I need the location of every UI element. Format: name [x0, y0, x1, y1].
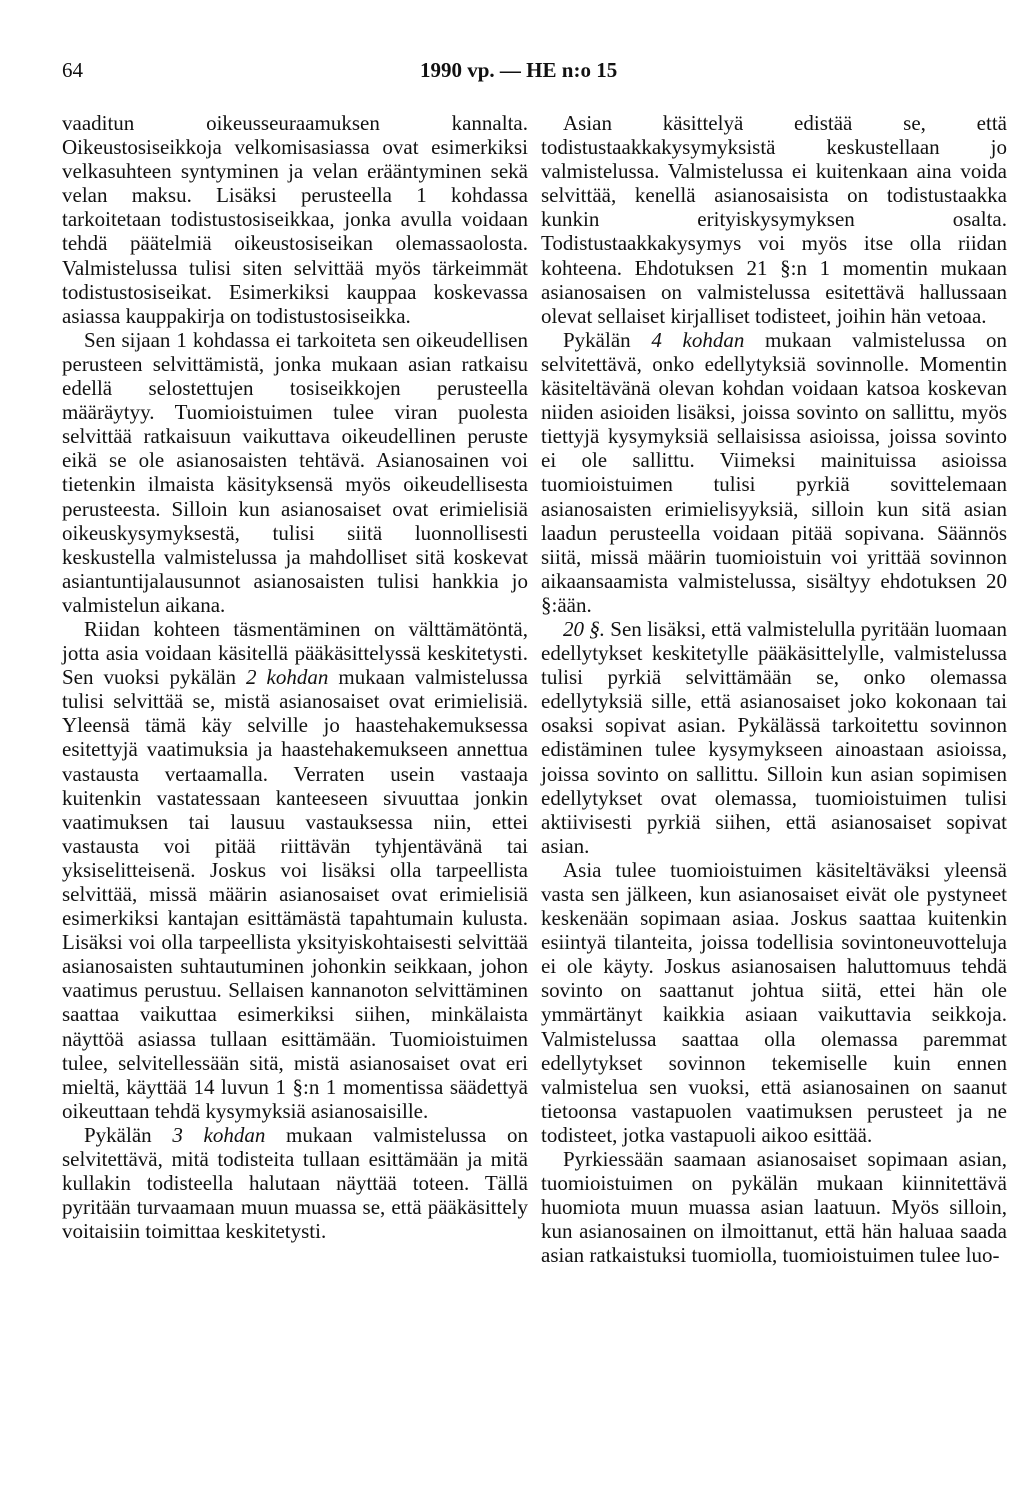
paragraph-text: Riidan kohteen täsmentäminen on välttämätöntä, jotta asia voidaan käsitellä pääkäsittelyssä keskitetysti. Sen vuoksi pykälän [62, 616, 528, 690]
paragraph [62, 1123, 528, 1243]
left-column [62, 111, 528, 1243]
paragraph: Asian käsittelyä edistää se, että todistustaakkakysymyksistä keskustellaan jo valmistelussa. Valmistelussa ei kuitenkaan aina voida selvittää, kenellä asianosaisista on todistustaakka kunkin erityiskysymyksen osalta. Todistustaakkakysymys voi myös itse olla riidan kohteena. Ehdotuksen 21 §:n 1 momentin mukaan asianosaisen on valmistelussa esitettävä hallussaan olevat sellaiset kirjalliset todisteet, joihin hän vetoaa. [541, 111, 1007, 328]
italic-reference: 4 kohdan [651, 327, 745, 352]
paragraph-text: mukaan valmistelussa tulisi selvittää se, mistä asianosaiset ovat erimielisiä. Yleensä tämä käy selville jo haastehakemuksessa esitettyjä vaatimuksia ja haastehakemukseen annettua vastausta vertaamalla. Verraten usein vastaaja kuitenkin vastatessaan kanteeseen sivuuttaa jonkin vaatimuksen tai lausuu vastauksessa niin, ettei vastausta voi pitää riittävän tyhjentävänä tai yksiselitteisenä. Joskus voi lisäksi olla tarpeellista selvittää, missä määrin asianosaiset ovat erimielisiä esimerkiksi kantajan esittämästä tapahtumain kulusta. Lisäksi voi olla tarpeellista yksityiskohtaisesti selvittää asianosaisten suhtautuminen johonkin seikkaan, johon vaatimus perustuu. Sellaisen kannanoton selvittäminen saattaa vaikuttaa esimerkiksi siihen, minkälaista näyttöä asiassa tullaan esittämään. Tuomioistuimen tulee, selvitellessään sitä, mistä asianosaiset ovat eri mieltä, käyttää 14 luvun 1 §:n 1 momentissa säädettyä oikeuttaan tehdä kysymyksiä asianosaisille. [62, 665, 529, 1123]
right-column [541, 111, 1007, 1268]
paragraph-text: mukaan valmistelussa on selvitettävä, mitä todisteita tullaan esittämään ja mitä kullakin todisteella halutaan näyttää toteen. Tällä pyritään turvaamaan muun muassa se, että pääkäsittely voitaisiin toimittaa keskitetysti. [62, 1122, 528, 1244]
paragraph-text: mukaan valmistelussa on selvitettävä, onko edellytyksiä sovinnolle. Momentin käsiteltävänä olevan kohdan voidaan katsoa koskevan niiden asioiden lisäksi, joissa sovinto on sallittu, myös tiettyjä kysymyksiä sellaisissa asioissa, joissa sovinto ei ole sallittu. Viimeksi mainituissa asioissa tuomioistuimen tulisi pyrkiä sovittelemaan asianosaisten erimielisyyksiä, silloin kun sitä asian laadun perusteella voidaan pitää sopivana. Säännös siitä, missä määrin tuomioistuin voi yrittää sovinnon aikaansaamista valmistelussa, sisältyy ehdotuksen 20 §:ään. [541, 327, 1007, 617]
paragraph: Sen sijaan 1 kohdassa ei tarkoiteta sen oikeudellisen perusteen selvittämistä, jonka mukaan asian ratkaisu edellä selostettujen tosiseikkojen perusteella määräytyy. Tuomioistuimen tulee viran puolesta selvittää ratkaisuun vaikuttava oikeudellinen peruste eikä se ole asianosaisten tehtävä. Asianosainen voi tietenkin ilmaista käsityksensä myös oikeudellisesta perusteesta. Silloin kun asianosaiset ovat erimielisiä oikeuskysymyksestä, tulisi siitä luonnollisesti keskustella valmistelussa ja mahdolliset sitä koskevat asiantuntijalausunnot asianosaisten tulisi hankkia jo valmistelun aikana. [62, 327, 528, 617]
paragraph-text: Pykälän [84, 1122, 173, 1147]
italic-reference: 2 kohdan [246, 665, 329, 690]
paragraph [62, 617, 528, 1123]
paragraph-text: Pykälän [563, 327, 652, 352]
paragraph: Asia tulee tuomioistuimen käsiteltäväksi yleensä vasta sen jälkeen, kun asianosaiset eivät ole pystyneet keskenään sopimaan asiaa. Joskus saattaa kuitenkin esiintyä tilanteita, joissa todellisia sovintoneuvotteluja ei ole käyty. Joskus asianosaisen haluttomuus tehdä sovinto on saattanut johtua siitä, ettei hän ole ymmärtänyt kaikkia asiaan vaikuttavia seikkoja. Valmistelussa saattaa olla olemassa paremmat edellytykset sovinnon tekemiselle kuin ennen valmistelua sen vuoksi, että asianosainen on saanut tietoonsa vastapuolen vaatimuksen perusteet ja ne todisteet, jotka vastapuoli aikoo esittää. [541, 857, 1007, 1147]
running-title: 1990 vp. — HE n:o 15 [420, 58, 618, 82]
page-number: 64 [62, 58, 83, 82]
paragraph-text: Sen lisäksi, että valmistelulla pyritään luomaan edellytykset keskitetylle pääkäsittelylle, valmistelussa tulisi pyrkiä selvittämään se, onko olemassa edellytyksiä sille, että asianosaiset joko kokonaan tai osaksi sopivat asian. Pykälässä tarkoitettu sovinnon edistäminen tulee kysymykseen ainoastaan asioissa, joissa sovinto on sallittu. Silloin kun asian sopimisen edellytykset ovat olemassa, tuomioistuimen tulisi aktiivisesti pyrkiä siihen, että asianosaiset sopivat asian. [541, 616, 1007, 858]
section-heading: 20 §. [563, 616, 606, 641]
paragraph [541, 617, 1007, 858]
paragraph: Pyrkiessään saamaan asianosaiset sopimaan asian, tuomioistuimen on pykälän mukaan kiinnitettävä huomiota muun muassa asian laatuun. Myös silloin, kun asianosainen on ilmoittanut, että hän haluaa saada asian ratkaistuksi tuomiolla, tuomioistuimen tulee luo- [541, 1147, 1007, 1268]
paragraph: vaaditun oikeusseuraamuksen kannalta. Oikeustosiseikkoja velkomisasiassa ovat esimerkiksi velkasuhteen syntyminen ja velan erääntyminen sekä velan maksu. Lisäksi perusteella 1 kohdassa tarkoitetaan todistustosiseikkaa, jonka avulla voidaan tehdä päätelmiä oikeustosiseikan olemassaolosta. Valmistelussa tulisi siten selvittää myös tärkeimmät todistustosiseikat. Esimerkiksi kauppaa koskevassa asiassa kauppakirja on todistustosiseikka. [62, 111, 528, 328]
paragraph [541, 328, 1007, 617]
italic-reference: 3 kohdan [172, 1122, 266, 1147]
